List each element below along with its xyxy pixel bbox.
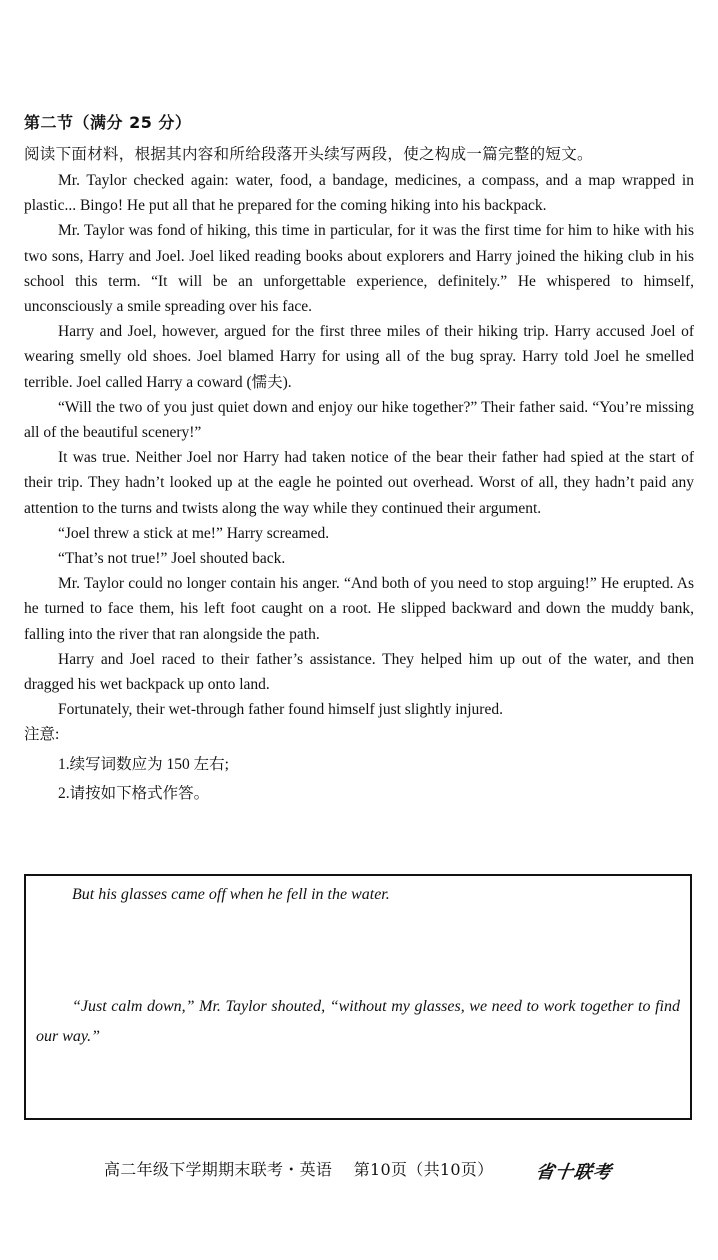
paragraph-starter-2: “Just calm down,” Mr. Taylor shouted, “without my glasses, we need to work together to find our way.” — [36, 998, 680, 1045]
paragraph-starter-1: But his glasses came off when he fell in the water. — [72, 886, 390, 903]
passage-paragraph: Mr. Taylor was fond of hiking, this time in particular, for it was the first time for him to hike with his two sons, Harry and Joel. Joel liked reading books about explorers and Harry joined the hiking club in his school this term. “It will be an unforgettable experience, definitely.” He whispered to himself, unconsciously a smile spreading over his face. — [24, 222, 694, 316]
footer-text: 高二年级下学期期末联考・英语 第10页（共10页） — [104, 1160, 494, 1179]
note-item: 2.请按如下格式作答。 — [58, 784, 210, 802]
passage-paragraph: “Will the two of you just quiet down and enjoy our hike together?” Their father said. “You’re missing all of the beautiful scenery!” — [24, 398, 694, 442]
reading-passage — [24, 168, 694, 806]
exam-logo: 省十联考 — [534, 1162, 614, 1183]
passage-paragraph: Mr. Taylor checked again: water, food, a bandage, medicines, a compass, and a map wrapped in plastic... Bingo! He put all that he prepared for the coming hiking into his backpack. — [24, 172, 694, 215]
passage-paragraph: Fortunately, their wet-through father found himself just slightly injured. — [58, 701, 503, 719]
note-item: 1.续写词数应为 150 左右; — [58, 755, 229, 773]
passage-paragraph: It was true. Neither Joel nor Harry had taken notice of the bear their father had spied at the start of their trip. They hadn’t looked up at the eagle he pointed out overhead. Worst of all, they hadn’t paid any attention to the turns and twists along the way while they continued their argument. — [24, 449, 694, 517]
passage-paragraph: Harry and Joel raced to their father’s assistance. They helped him up out of the water, and then dragged his wet backpack up onto land. — [24, 650, 694, 694]
notes-label: 注意: — [24, 726, 60, 744]
answer-box — [24, 874, 692, 1120]
task-instruction: 阅读下面材料，根据其内容和所给段落开头续写两段，使之构成一篇完整的短文。 — [24, 145, 593, 163]
passage-paragraph: “That’s not true!” Joel shouted back. — [58, 550, 286, 568]
passage-paragraph: Harry and Joel, however, argued for the first three miles of their hiking trip. Harry accused Joel of wearing smelly old shoes. Joel blamed Harry for using all of the bug spray. Harry told Joel he smelled terrible. Joel called Harry a coward (懦夫). — [24, 323, 694, 391]
passage-paragraph: “Joel threw a stick at me!” Harry screamed. — [58, 524, 330, 542]
passage-paragraph: Mr. Taylor could no longer contain his anger. “And both of you need to stop arguing!” He erupted. As he turned to face them, his left foot caught on a root. He slipped backward and down the muddy bank, falling into the river that ran alongside the path. — [24, 575, 694, 643]
page-footer — [104, 1157, 493, 1180]
section-heading: 第二节（满分 25 分） — [24, 113, 192, 132]
